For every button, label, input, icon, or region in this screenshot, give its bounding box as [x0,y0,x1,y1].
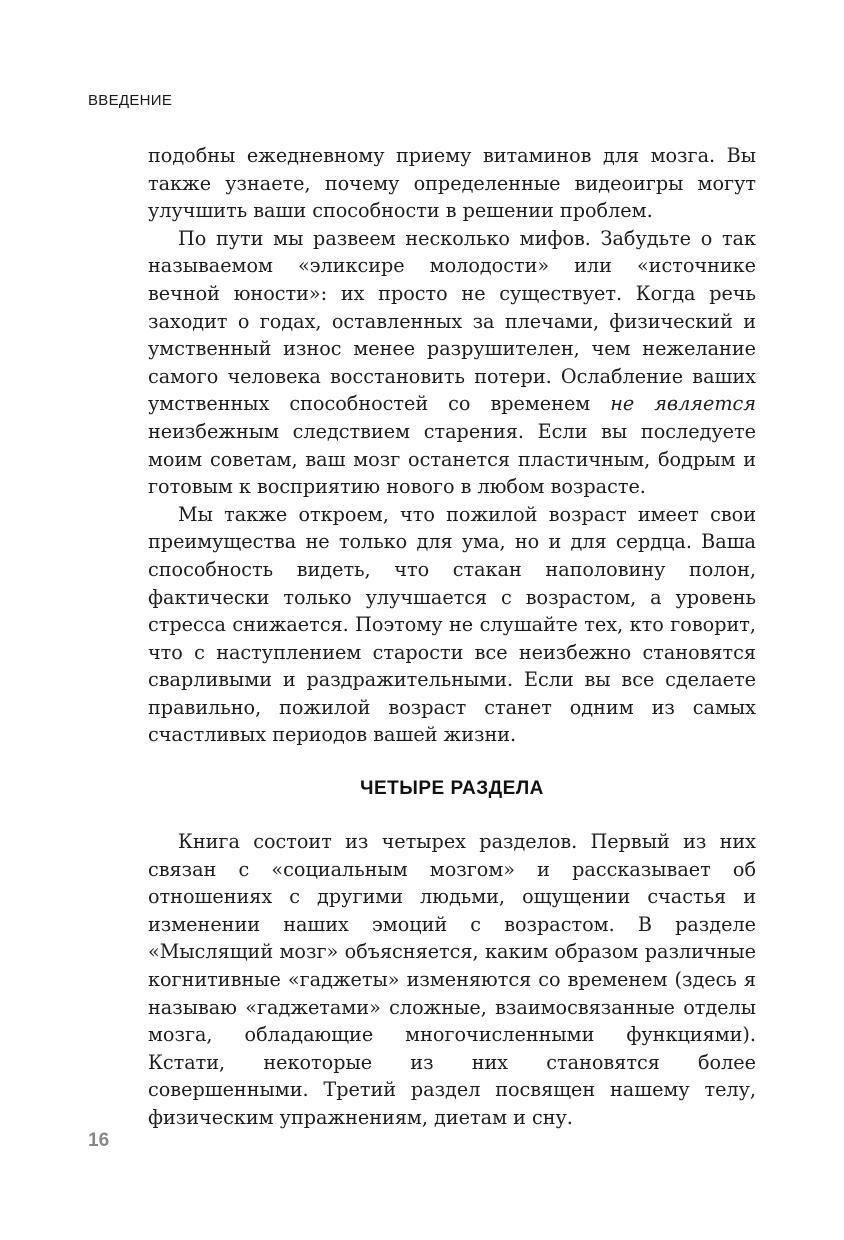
running-header: ВВЕДЕНИЕ [88,92,173,109]
paragraph-myths [148,225,756,501]
myths-text-part-2: неизбежным следствием старения. Если вы последуете моим советам, ваш мозг останется пластичным, бодрым и готовым к восприятию нового в любом возрасте. [148,419,756,499]
paragraph-book-structure: Книга состоит из четырех разделов. Первый из них связан с «социальным мозгом» и рассказывает об отношениях с другими людьми, ощущении счастья и изменении наших эмоций с возрастом. В разделе «Мыслящий мозг» объясняется, каким образом различные когнитивные «гаджеты» изменяются со временем (здесь я называю «гаджетами» сложные, взаимосвязанные отделы мозга, обладающие многочисленными функциями). Кстати, некоторые из них становятся более совершенными. Третий раздел посвящен нашему телу, физическим упражнениям, диетам и сну. [148,830,756,1129]
section-heading: ЧЕТЫРЕ РАЗДЕЛА [360,778,544,799]
four-parts-text-block [148,828,756,1132]
page-number: 16 [88,1130,110,1151]
intro-text-block [148,142,756,749]
myths-text-part-1: По пути мы развеем несколько мифов. Забудьте о так называемом «эликсире молодости» или «источнике вечной юности»: их просто не существует. Когда речь заходит о годах, оставленных за плечами, физический и умственный износ менее разрушителен, чем нежелание самого человека восстановить потери. Ослабление ваших умственных способностей со временем [148,226,756,416]
myths-emphasis: не является [610,392,756,416]
paragraph-continuation: подобны ежедневному приему витаминов для мозга. Вы также узнаете, почему определенные видеоигры могут улучшить ваши способности в решении проблем. [148,144,756,223]
paragraph-old-age-advantages: Мы также откроем, что пожилой возраст имеет свои преимущества не только для ума, но и для сердца. Ваша способность видеть, что стакан наполовину полон, фактически только улучшается с возрастом, а уровень стресса снижается. Поэтому не слушайте тех, кто говорит, что с наступлением старости все неизбежно становятся сварливыми и раздражительными. Если вы все сделаете правильно, пожилой возраст станет одним из самых счастливых периодов вашей жизни. [148,502,756,747]
